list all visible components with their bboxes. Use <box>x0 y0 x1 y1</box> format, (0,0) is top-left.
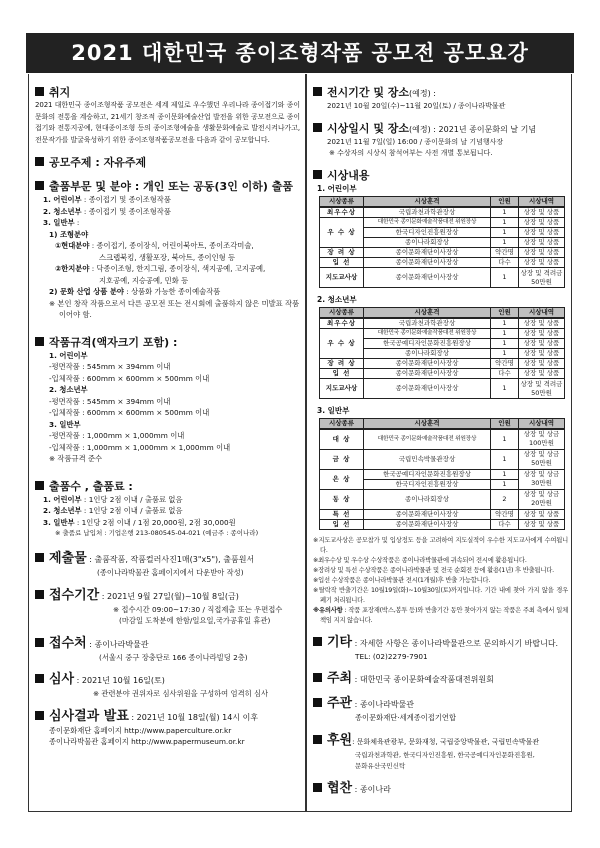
section-heading: 주관 <box>327 696 353 711</box>
section-heading: 전시기간 및 장소 <box>327 86 410 99</box>
spec-group-label: 2. 청소년부 <box>49 385 88 394</box>
section-heading: 취지 <box>49 86 71 99</box>
bullet-square-icon <box>313 123 322 132</box>
spec-solid: -입체작품 : 1,000mm × 1,000mm × 1,000mm 이내 <box>49 442 231 452</box>
section-heading: 협찬 <box>327 780 353 796</box>
spec-flat: -평면작품 : 1,000mm × 1,000mm 이내 <box>49 431 185 440</box>
theme-value: : 자유주제 <box>95 156 147 169</box>
fee-item: 1. 어린이부 : 1인당 2점 이내 / 출품료 없음 <box>43 494 183 504</box>
caution-note: ※유의사항 : 작품 포장재(박스,봉투 등)와 반출기간 동안 찾아가지 않는 작품은 주최 측에서 일체 책임 지지 않습니다. <box>313 606 568 624</box>
category-item: 2. 청소년부 : 종이접기 및 종이조형작품 <box>43 206 171 216</box>
section-period: 접수기간 : 2021년 9월 27일(월)~10월 8일(금) ※ 접수시간 09:00~17:30 / 직접제출 또는 우편접수 (마감일 도착분에 한함/일요일,국가공휴일 휴관) <box>35 588 300 627</box>
section-organizer: 주관 : 종이나라박물관 종이문화재단·세계종이접기연합 <box>313 696 568 724</box>
section-heading: 작품규격(액자크기 포함) : <box>49 335 178 349</box>
sponsor-cont: 국립과천과학관, 한국디자인진흥원, 한국공예디자인문화진흥원, <box>355 750 535 759</box>
fee-item: 3. 일반부 : 1인당 2점 이내 / 1점 20,000원, 2점 30,000원 <box>43 517 236 527</box>
bullet-square-icon <box>313 783 322 792</box>
section-heading: 심사결과 발표 <box>49 708 129 724</box>
table-row: 최우수상 국립과천과학관장상 1 상장 및 상품 <box>320 207 565 218</box>
bullet-square-icon <box>313 170 322 179</box>
bullet-square-icon <box>35 638 44 647</box>
table-row: 한국공예디자인문화진흥원장상 1 상장 및 상품 <box>320 339 565 349</box>
bullet-square-icon <box>35 337 44 346</box>
bullet-square-icon <box>313 735 322 744</box>
bullet-square-icon <box>35 674 44 683</box>
table-row: 최우수상 국립과천과학관장상 1 상장 및 상품 <box>320 318 565 329</box>
section-submission: 제출물 : 출품작품, 작품컬러사진1매(3"x5"), 출품원서 (종이나라박물관 홈페이지에서 다운받아 작성) <box>35 551 300 579</box>
modern-field-cont: 스크랩북킹, 생활포장, 북아트, 종이인형 등 <box>99 252 236 262</box>
section-heading: 후원 <box>327 732 353 748</box>
table-row: 우 수 상 대한민국 종이문화예술작품대전 위원장상 1 상장 및 상품 <box>320 329 565 339</box>
ceremony-note: ※ 수상자의 시상식 참석여부는 사전 개별 통보됩니다. <box>329 149 493 157</box>
bullet-square-icon <box>313 87 322 96</box>
section-sponsor: 후원: 문화체육관광부, 문화재청, 국립중앙박물관, 국립민속박물관 국립과천과학관, 한국디자인진흥원, 한국공예디자인문화진흥원, 문화유산국민신탁 <box>313 733 568 772</box>
hanji-field: ②한지분야 : 닥종이조형, 한지그림, 종이장식, 색지공예, 고지공예, <box>55 264 266 273</box>
section-heading: 접수처 <box>49 635 87 651</box>
awards-children-label: 1. 어린이부 <box>317 184 357 193</box>
section-etc: 기타 : 자세한 사항은 종이나라박물관으로 문의하시기 바랍니다. TEL: (02)2279-7901 <box>313 635 568 663</box>
section-heading: 기타 <box>327 634 353 650</box>
section-place: 접수처 : 종이나라박물관 (서울시 중구 장충단로 166 종이나라빌딩 2층) <box>35 636 300 664</box>
bullet-square-icon <box>313 637 322 646</box>
section-heading: 주최 <box>327 671 353 686</box>
table-row: 입 선 종이문화재단이사장상 다수 상장 및 상품 <box>320 258 565 268</box>
bullet-square-icon <box>35 481 44 490</box>
bullet-square-icon <box>35 590 44 599</box>
section-host: 주최 : 대한민국 종이문화예술작품대전위원회 <box>313 671 568 687</box>
section-heading: 심사 <box>49 672 75 687</box>
table-row: 지도교사상 종이문화재단이사장상 1 상장 및 격려금 50만원 <box>320 268 565 288</box>
sponsor-cont: 문화유산국민신탁 <box>355 761 406 770</box>
awards-youth-label: 2. 청소년부 <box>317 295 357 304</box>
awards-general-label: 3. 일반부 <box>317 406 350 415</box>
industry-field: 2) 문화 산업 상품 분야 : 상품화 가능한 종이예술작품 <box>49 287 221 296</box>
table-row: 특 선 종이문화재단이사장상 약간명 상장 및 상품 <box>320 509 565 519</box>
table-row: 우 수 상 대한민국 종이문화예술작품대전 위원장상 1 상장 및 상품 <box>320 218 565 228</box>
section-judge: 심사 : 2021년 10월 16일(토) ※ 관련분야 권위자로 심사위원을 구성하여 엄격히 심사 <box>35 672 300 700</box>
table-row: 장 려 상 종이문화재단이사장상 약간명 상장 및 상품 <box>320 248 565 258</box>
bullet-square-icon <box>313 698 322 707</box>
ceremony-line: 2021년 11월 7일(일) 16:00 / 종이문화의 날 기념행사장 <box>327 138 504 146</box>
section-exhibit: 전시기간 및 장소(예정) : 2021년 10월 20일(수)~11월 20일(토) / 종이나라박물관 <box>313 85 568 112</box>
table-row: 금 상 국립민속박물관장상 1 상장 및 상금 50만원 <box>320 449 565 469</box>
period-note: (마감일 도착분에 한함/일요일,국가공휴일 휴관) <box>119 616 271 625</box>
table-row: 한국디자인진흥원장상 1 상장 및 상품 <box>320 228 565 238</box>
spec-group-label: 3. 일반부 <box>49 419 81 429</box>
table-row: 장 려 상 종이문화재단이사장상 약간명 상장 및 상품 <box>320 359 565 369</box>
awards-notes <box>313 536 568 626</box>
table-row: 입 선 종이문화재단이사장상 다수 상장 및 상품 <box>320 369 565 379</box>
result-link[interactable]: 종이나라박물관 홈페이지 http://www.papermuseum.or.kr <box>49 737 245 746</box>
section-heading: 시상일시 및 장소 <box>327 122 410 135</box>
table-row: 종이나라회장상 1 상장 및 상품 <box>320 349 565 359</box>
table-row: 지도교사상 종이문화재단이사장상 1 상장 및 격려금50만원 <box>320 379 565 399</box>
spec-solid: -입체작품 : 600mm × 600mm × 500mm 이내 <box>49 373 210 383</box>
right-column <box>313 85 568 806</box>
bullet-square-icon <box>35 711 44 720</box>
category-item: 3. 일반부 : <box>43 218 80 227</box>
section-heading: 접수기간 <box>49 587 100 603</box>
bullet-square-icon <box>35 181 44 190</box>
categories-note: ※ 본인 창작 작품으로서 다른 공모전 또는 전시회에 출품하지 않은 미발표 작품이어야 함. <box>49 298 300 319</box>
section-heading: 시상내용 <box>327 169 370 182</box>
section-awards <box>313 168 568 530</box>
section-result: 심사결과 발표 : 2021년 10월 18일(월) 14시 이후 종이문화재단 홈페이지 http://www.paperculture.or.kr 종이나라박물관 홈페이지 http://www.papermuseum.or.kr <box>35 709 300 748</box>
section-ceremony: 시상일시 및 장소(예정) : 2021년 종이문화의 날 기념 2021년 11월 7일(일) 16:00 / 종이문화의 날 기념행사장 ※ 수상자의 시상식 참석여부는 사전 개별 통보됩니다. <box>313 121 568 159</box>
note-item: ※입선 수상작품은 종이나라박물관 전시(1개월)후 반출 가능합니다. <box>313 576 491 584</box>
section-support: 협찬 : 종이나라 <box>313 781 568 797</box>
awards-table-children: 시상종류 시상훈격 인원 시상내역 최우수상 국립과천과학관장상 1 상장 및 상품 우 수 상 대한민국 종이문화예술작품대전 위원장상 1 상장 및 상품 한국디자인진흥원장상 1 상장 및 상품 종이나라회장상 1 상장 및 상품 장 려 상 종이문화재단이사장상 약간명 상장 및 상품 입 선 종이문화재단이사장상 다수 상장 및 상품 지도교사상 종이문화재단이사장상 1 상장 및 격려금 50만원 <box>319 196 565 288</box>
section-heading: 공모주제 <box>49 156 92 169</box>
awards-table-youth: 시상종류 시상훈격 인원 시상내역 최우수상 국립과천과학관장상 1 상장 및 상품 우 수 상 대한민국 종이문화예술작품대전 위원장상 1 상장 및 상품 한국공예디자인문화진흥원장상 1 상장 및 상품 종이나라회장상 1 상장 및 상품 장 려 상 종이문화재단이사장상 약간명 상장 및 상품 입 선 종이문화재단이사장상 다수 상장 및 상품 지도교사상 종이문화재단이사장상 1 상장 및 격려금50만원 <box>319 307 565 399</box>
section-specs <box>35 335 300 465</box>
purpose-text: 2021 대한민국 종이조형작품 공모전은 세계 제일로 우수했던 우리나라 종이접기와 종이문화의 전통을 계승하고, 21세기 창조적 종이문화예술산업 발전을 위한 공모전으로 종이접기와 전통지공예, 현대종이조형 등의 종이조형예술을 생활문화예술로 발전시켜나가고, 전문작가를 발굴육성하기 위한 종이조형작품공모전을 다음과 같이 공모합니다. <box>35 101 300 144</box>
section-purpose <box>35 85 300 146</box>
exhibit-value: 2021년 10월 20일(수)~11월 20일(토) / 종이나라박물관 <box>327 102 506 110</box>
note-item: ※탈락작 반출기간은 10월19일(화)~10월30일(토)까지입니다. 기간 내에 찾아 가지 않을 경우 폐기 처리됩니다. <box>313 586 568 604</box>
spec-note: ※ 작품규격 준수 <box>49 454 103 463</box>
section-heading: 제출물 <box>49 551 87 566</box>
section-fees <box>35 479 300 540</box>
bullet-square-icon <box>313 673 322 682</box>
table-row: 대 상 대한민국 종이문화예술작품대전 위원장상 1 상장 및 상금 100만원 <box>320 429 565 449</box>
spec-flat: -평면작품 : 545mm × 394mm 이내 <box>49 362 171 371</box>
period-note: ※ 접수시간 09:00~17:30 / 직접제출 또는 우편접수 <box>113 604 283 614</box>
section-heading: 출품수 , 출품료 : <box>49 479 133 493</box>
table-row: 입 선 종이문화재단이사장상 다수 상장 및 상품 <box>320 519 565 529</box>
page-title: 2021 대한민국 종이조형작품 공모전 공모요강 <box>26 33 574 73</box>
result-link[interactable]: 종이문화재단 홈페이지 http://www.paperculture.or.kr <box>49 725 232 735</box>
organizer-cont: 종이문화재단·세계종이접기연합 <box>355 713 457 722</box>
left-column <box>35 85 300 757</box>
table-row: 종이나라회장상 1 상장 및 상품 <box>320 238 565 248</box>
bullet-square-icon <box>35 157 44 166</box>
fee-item: 2. 청소년부 : 1인당 2점 이내 / 출품료 없음 <box>43 506 183 515</box>
note-item: ※장려상 및 특선 수상작품은 종이나라박물관 및 전국 순회전 등에 활용(1년) 후 반출됩니다. <box>313 566 554 574</box>
awards-table-general: 시상종류 시상훈격 인원 시상내역 대 상 대한민국 종이문화예술작품대전 위원장상 1 상장 및 상금 100만원 금 상 국립민속박물관장상 1 상장 및 상금 50만원 은 상 한국공예디자인문화진흥원장상 1 상장 및 상금 30만원 한국디자인진흥원장상 1 동 상 종이나라회장상 2 상장 및 상금 20만원 특 선 종이문화재단이사장상 약간명 상장 및 상품 입 선 종이문화재단이사장상 다수 상장 및 상품 <box>319 418 565 530</box>
column-divider <box>305 74 307 812</box>
place-address: (서울시 중구 장충단로 166 종이나라빌딩 2층) <box>99 652 248 662</box>
spec-flat: -평면작품 : 545mm × 394mm 이내 <box>49 396 171 406</box>
bullet-square-icon <box>35 553 44 562</box>
spec-solid: -입체작품 : 600mm × 600mm × 500mm 이내 <box>49 408 210 417</box>
note-item: ※지도교사상은 공모참가 및 입상정도 등을 고려하여 지도실적이 우수한 지도교사에게 수여됩니다. <box>313 536 568 554</box>
table-row: 동 상 종이나라회장상 2 상장 및 상금 20만원 <box>320 489 565 509</box>
table-row: 은 상 한국공예디자인문화진흥원장상 1 상장 및 상금 30만원 <box>320 469 565 479</box>
submission-cont: (종이나라박물관 홈페이지에서 다운받아 작성) <box>97 568 244 577</box>
section-heading: 출품부문 및 분야 : 개인 또는 공동(3인 이하) 출품 <box>49 180 294 193</box>
etc-tel: TEL: (02)2279-7901 <box>355 651 428 661</box>
table-row: 한국디자인진흥원장상 1 <box>320 479 565 489</box>
bullet-square-icon <box>35 87 44 96</box>
hanji-field-cont: 지호공예, 지승공예, 민화 등 <box>99 275 189 285</box>
category-item: 1. 어린이부 : 종이접기 및 종이조형작품 <box>43 195 171 204</box>
sculpture-field: 1) 조형분야 <box>49 229 89 239</box>
fee-account-note: ※ 출품료 납입처 : 기업은행 213-080545-04-021 (예금주 : 종이나라) <box>55 529 259 537</box>
section-theme <box>35 155 300 170</box>
modern-field: ①현대분야 : 종이접기, 종이장식, 어린이북아트, 종이조각미술, <box>55 241 254 250</box>
note-item: ※최우수상 및 우수상 수상작품은 종이나라박물관에 귀속되어 전시에 활용됩니다. <box>313 556 527 564</box>
section-categories <box>35 179 300 321</box>
spec-group-label: 1. 어린이부 <box>49 350 88 360</box>
judge-note: ※ 관련분야 권위자로 심사위원을 구성하여 엄격히 심사 <box>93 689 269 698</box>
